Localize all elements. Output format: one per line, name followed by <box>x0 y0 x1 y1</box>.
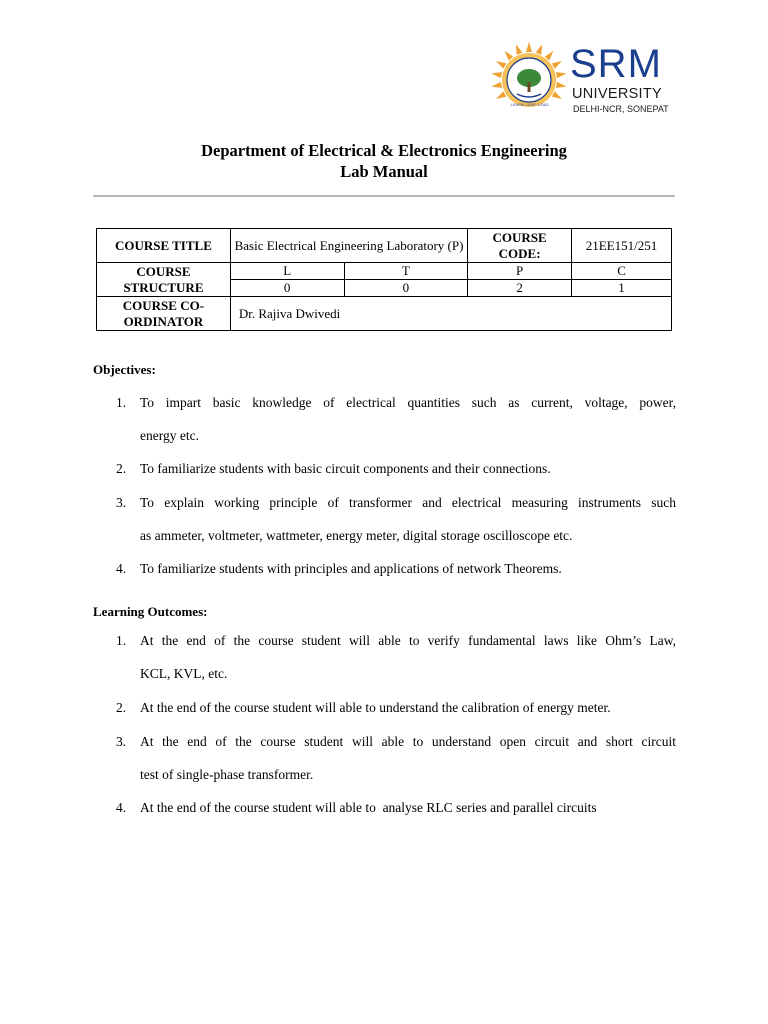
logo-motto: LEARN. LEAP. LEAD. <box>510 102 550 107</box>
list-text: To explain working principle of transformer and electrical measuring instruments such <box>140 495 676 510</box>
list-number: 4. <box>116 561 127 576</box>
list-text-continuation: test of single-phase transformer. <box>140 767 314 782</box>
header-divider <box>93 195 675 197</box>
list-number: 2. <box>116 700 127 715</box>
list-text-continuation: energy etc. <box>140 428 199 443</box>
structure-header-l: L <box>230 263 344 280</box>
structure-value-l: 0 <box>230 280 344 297</box>
course-title-value: Basic Electrical Engineering Laboratory (P) <box>230 229 467 263</box>
list-text: To familiarize students with principles and applications of network Theorems. <box>140 561 562 576</box>
list-text: At the end of the course student will able to analyse RLC series and parallel circuits <box>140 800 597 815</box>
course-structure-label: COURSE STRUCTURE <box>97 263 231 297</box>
structure-value-p: 2 <box>468 280 572 297</box>
course-code-label: COURSE CODE: <box>468 229 572 263</box>
course-title-label: COURSE TITLE <box>97 229 231 263</box>
document-title: Lab Manual <box>340 162 428 181</box>
table-row <box>97 229 672 263</box>
objectives-heading: Objectives: <box>93 362 156 377</box>
structure-header-p: P <box>468 263 572 280</box>
srm-university-logo <box>490 40 680 120</box>
structure-header-c: C <box>572 263 672 280</box>
list-text: At the end of the course student will able to understand the calibration of energy meter. <box>140 700 611 715</box>
course-coordinator-value: Dr. Rajiva Dwivedi <box>230 297 671 331</box>
list-number: 1. <box>116 633 127 648</box>
table-row <box>97 263 672 280</box>
department-title: Department of Electrical & Electronics Engineering <box>201 141 567 160</box>
course-info-table <box>96 228 672 331</box>
list-number: 1. <box>116 395 127 410</box>
list-text-continuation: KCL, KVL, etc. <box>140 666 228 681</box>
list-number: 2. <box>116 461 127 476</box>
list-text: To impart basic knowledge of electrical quantities such as current, voltage, power, <box>140 395 676 410</box>
structure-header-t: T <box>344 263 468 280</box>
list-text: At the end of the course student will able to understand open circuit and short circuit <box>140 734 676 749</box>
list-text-continuation: as ammeter, voltmeter, wattmeter, energy meter, digital storage oscilloscope etc. <box>140 528 573 543</box>
structure-value-c: 1 <box>572 280 672 297</box>
list-text: To familiarize students with basic circuit components and their connections. <box>140 461 551 476</box>
structure-value-t: 0 <box>344 280 468 297</box>
table-row <box>97 297 672 331</box>
logo-subtitle: UNIVERSITY <box>572 86 663 102</box>
outcomes-heading: Learning Outcomes: <box>93 604 208 619</box>
course-code-value: 21EE151/251 <box>572 229 672 263</box>
logo-campus: DELHI-NCR, SONEPAT <box>573 104 669 114</box>
course-coordinator-label: COURSE CO-ORDINATOR <box>97 297 231 331</box>
list-text: At the end of the course student will able to verify fundamental laws like Ohm’s Law, <box>140 633 676 648</box>
logo-wordmark: SRM <box>570 42 662 86</box>
list-number: 4. <box>116 800 127 815</box>
list-number: 3. <box>116 734 127 749</box>
list-number: 3. <box>116 495 127 510</box>
